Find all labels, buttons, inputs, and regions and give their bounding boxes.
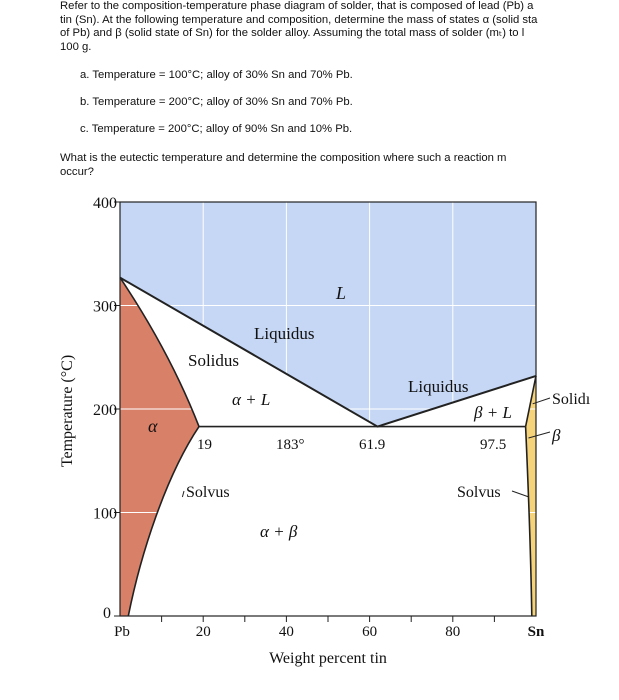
alpha-beta-label: α + β: [260, 522, 298, 541]
question-item-c: c. Temperature = 200°C; alloy of 90% Sn and 10% Pb.: [80, 123, 353, 135]
question-line: of Pb) and β (solid state of Sn) for the solder alloy. Assuming the total mass of solder (mₜ) to l: [60, 27, 525, 40]
x-tick-label: 80: [445, 624, 461, 640]
question-line: Refer to the composition-temperature phase diagram of solder, that is composed of lead (Pb) a: [60, 0, 534, 12]
beta-label-right: β: [552, 426, 561, 445]
eutectic-beta-comp-label: 97.5: [480, 437, 507, 453]
x-tick-label: Pb: [114, 624, 130, 640]
liquidus-label-right: Liquidus: [408, 377, 469, 396]
beta-liquid-label: β + L: [474, 403, 512, 422]
y-axis-label: Temperature (°C): [59, 354, 76, 468]
question-line: 100 g.: [60, 40, 92, 53]
solidus-label: Solidus: [188, 351, 240, 370]
eutectic-comp-label: 61.9: [359, 437, 386, 453]
eutectic-temp-label: 183°: [276, 437, 305, 453]
x-tick-label: 60: [362, 624, 378, 640]
liquid-label: L: [336, 283, 347, 303]
x-tick-label: 40: [278, 624, 294, 640]
alpha-liquid-label: α + L: [232, 390, 271, 409]
x-axis-label: Weight percent tin: [269, 650, 387, 667]
y-tick-label: 400: [93, 195, 117, 212]
question-line: What is the eutectic temperature and determine the composition where such a reaction m: [60, 152, 507, 164]
y-tick-label: 200: [93, 402, 117, 419]
question-line: occur?: [60, 165, 94, 178]
y-tick-label: 100: [93, 505, 117, 523]
leader-line: [182, 491, 184, 497]
question-item-b: b. Temperature = 200°C; alloy of 30% Sn and 70% Pb.: [80, 96, 353, 108]
leader-line: [512, 491, 529, 497]
alpha-label: α: [148, 416, 158, 436]
eutectic-alpha-comp-label: 19: [197, 437, 212, 453]
x-tick-label: Sn: [527, 624, 545, 640]
x-tick-label: 20: [195, 624, 211, 640]
solidus-label-right: Solidı: [552, 391, 591, 408]
y-tick-label: 0: [103, 605, 111, 622]
solvus-label-left: Solvus: [186, 484, 230, 501]
liquidus-label-left: Liquidus: [254, 324, 315, 343]
question-item-a: a. Temperature = 100°C; alloy of 30% Sn and 70% Pb.: [80, 69, 353, 81]
y-tick-label: 300: [93, 298, 117, 316]
solvus-label-right: Solvus: [457, 484, 501, 501]
question-line: tin (Sn). At the following temperature and composition, determine the mass of states α (solid sta: [60, 13, 538, 26]
